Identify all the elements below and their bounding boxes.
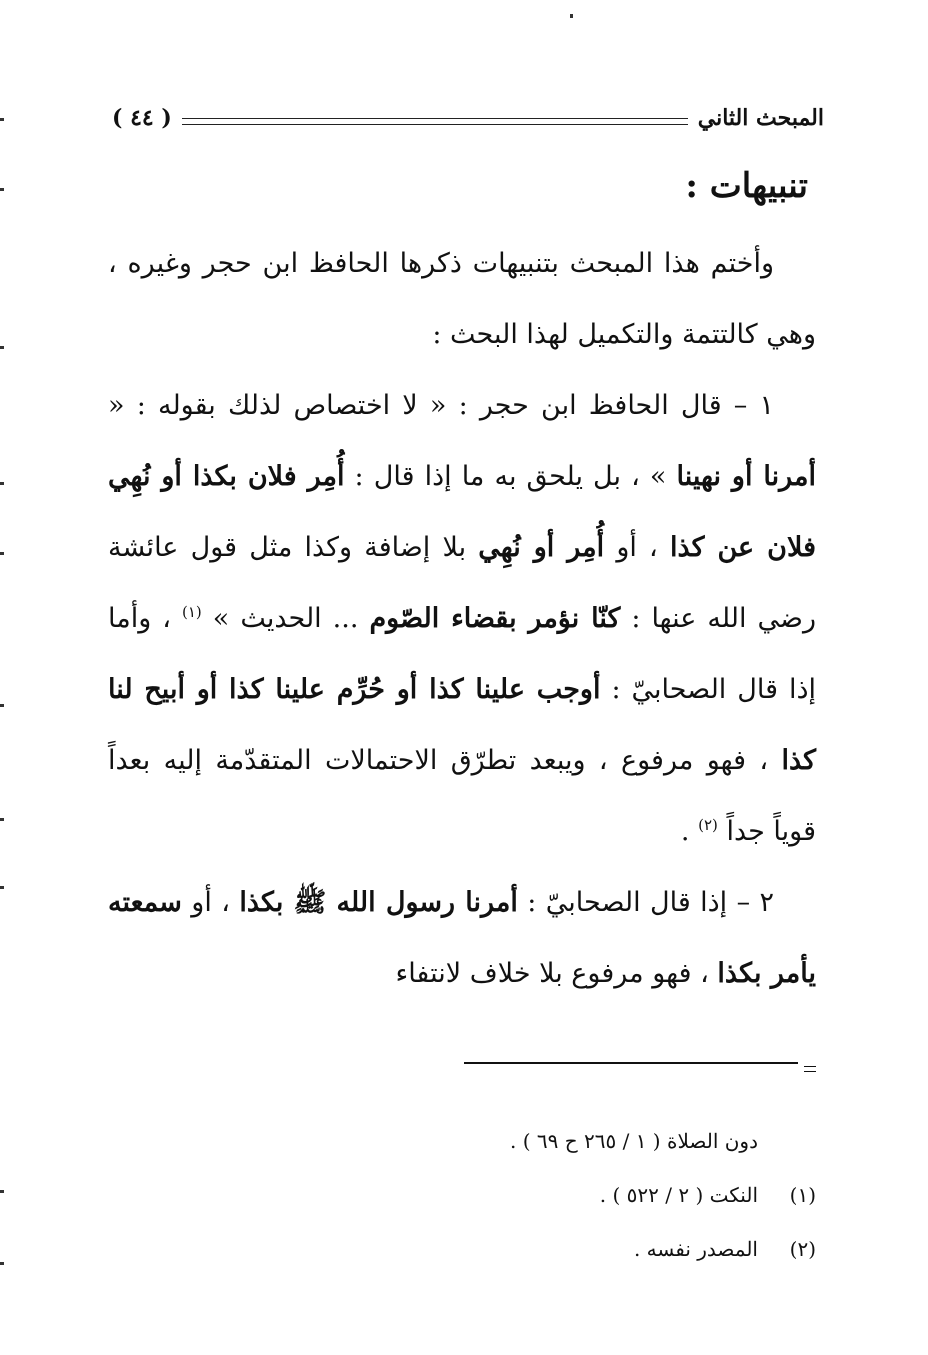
- scan-mark: [0, 704, 4, 707]
- footnote-number: (١): [789, 1183, 816, 1207]
- bold-quote: أُمِر أو نُهِي: [478, 532, 605, 563]
- body-text: [108, 228, 816, 1009]
- scan-mark: [0, 346, 4, 349]
- scan-mark: [0, 188, 4, 191]
- text-run: ، أو: [181, 887, 240, 918]
- scan-mark: [0, 482, 4, 485]
- paragraph-note-1: [108, 370, 816, 867]
- text-run: ، فهو مرفوع بلا خلاف لانتفاء: [395, 958, 718, 989]
- scan-mark: [0, 118, 4, 121]
- bold-quote: كنّا نؤمر بقضاء الصّوم: [369, 603, 621, 634]
- footnote-ref-1[interactable]: (١): [181, 603, 202, 621]
- text-run: بلا إضافة وكذا مثل قول عائشة رضي الله عنها :: [108, 532, 817, 634]
- text-run: ، وأما إذا قال الصحابيّ :: [108, 603, 816, 705]
- bold-quote: أمرنا رسول الله ﷺ بكذا: [239, 887, 518, 918]
- text-run: ٢ – إذا قال الصحابيّ :: [517, 887, 774, 918]
- scan-mark: [570, 14, 573, 18]
- footnote-continued: [108, 1114, 816, 1168]
- footnotes: [108, 1114, 816, 1276]
- footnote-continued-text: دون الصلاة ( ١ / ٢٦٥ ح ٦٩ ) .: [510, 1129, 758, 1153]
- footnote-text: المصدر نفسه .: [633, 1237, 758, 1261]
- bold-quote: أمرنا أو نهينا: [676, 461, 816, 492]
- running-header: [112, 98, 824, 138]
- scan-mark: [0, 886, 4, 889]
- text-run: » ، بل يلحق به ما إذا قال :: [344, 461, 677, 492]
- separator-mark: [804, 1066, 816, 1072]
- page-number: ( ٤٤ ): [112, 105, 172, 131]
- paragraph-note-2: [108, 867, 816, 1009]
- scan-mark: [0, 1190, 4, 1193]
- bold-quote: أُمِر فلان بكذا أو نُهِي فلان عن كذا: [108, 461, 816, 563]
- footnote-number: (٢): [789, 1237, 816, 1261]
- scan-mark: [0, 1262, 4, 1265]
- scan-mark: [0, 552, 4, 555]
- footnote-ref-2[interactable]: (٢): [698, 816, 718, 834]
- header-double-rule: [182, 118, 688, 125]
- text-run: ١ – قال الحافظ ابن حجر : « لا اختصاص لذلك بقوله : «: [108, 390, 774, 421]
- separator-line: [464, 1062, 798, 1064]
- footnote-indent: [758, 1114, 816, 1168]
- footnote-separator: [464, 1062, 816, 1074]
- footnote-1: [108, 1168, 816, 1222]
- bold-quote: سمعته يأمر بكذا: [108, 887, 816, 989]
- section-heading: تنبيهات :: [685, 166, 808, 206]
- bold-quote: أوجب علينا كذا أو حُرِّم علينا كذا أو أبيح لنا كذا: [108, 674, 816, 776]
- footnote-2: [108, 1222, 816, 1276]
- text-run: ، فهو مرفوع ، ويبعد تطرّق الاحتمالات المتقدّمة إليه بعداً قوياً جداً: [108, 745, 816, 847]
- scan-mark: [0, 818, 4, 821]
- text-run: ، أو: [604, 532, 670, 563]
- text-run: ... الحديث »: [201, 603, 370, 634]
- paragraph-intro: وأختم هذا المبحث بتنبيهات ذكرها الحافظ ابن حجر وغيره ، وهي كالتتمة والتكميل لهذا البحث :: [108, 248, 816, 350]
- text-run: .: [680, 816, 699, 847]
- footnote-text: النكت ( ٢ / ٥٢٢ ) .: [599, 1183, 758, 1207]
- chapter-title: المبحث الثاني: [697, 105, 824, 131]
